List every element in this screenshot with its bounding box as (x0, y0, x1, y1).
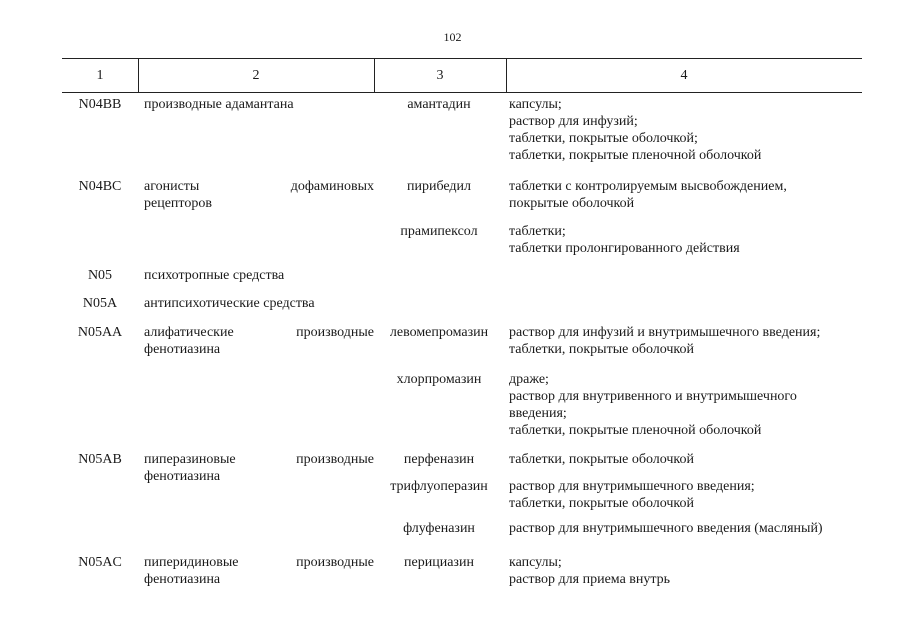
header-col-3: 3 (436, 68, 444, 83)
table-header-bottom-border (62, 92, 862, 93)
dosage-form-line: раствор для инфузий; (509, 114, 638, 129)
atc-code (62, 324, 138, 341)
atc-code-text: N05A (82, 296, 118, 311)
header-col-1: 1 (96, 68, 104, 83)
group-name (144, 324, 374, 358)
group-name-line: фенотиазина (144, 469, 221, 484)
table-row (62, 267, 862, 293)
drug-name-text: левомепромазин (389, 325, 489, 340)
group-name (144, 295, 374, 312)
drug-name-text: перфеназин (403, 452, 475, 467)
group-name-word: агонисты (144, 179, 200, 194)
atc-code-text: N05AB (78, 452, 122, 467)
group-name-line: фенотиазина (144, 342, 221, 357)
table-row (62, 295, 862, 321)
drug-name-text: хлорпромазин (396, 372, 482, 387)
dosage-form-line: таблетки пролонгированного действия (509, 241, 740, 256)
group-name-word: производные (296, 325, 374, 340)
atc-code-text: N05 (87, 268, 113, 283)
drug-name (374, 223, 504, 240)
atc-code (62, 295, 138, 312)
group-name-line: производные адамантана (144, 97, 294, 112)
atc-code (62, 554, 138, 571)
group-name-word: производные (296, 452, 374, 467)
dosage-form-line: таблетки, покрытые пленочной оболочкой (509, 148, 762, 163)
drug-name (374, 324, 504, 341)
atc-code-text: N04BB (78, 97, 122, 112)
table-row (62, 324, 862, 368)
drug-name-text: флуфеназин (403, 521, 475, 536)
drug-name (374, 451, 504, 468)
header-col-4: 4 (680, 68, 688, 83)
dosage-form-line: введения; (509, 406, 567, 421)
group-name-word: производные (296, 555, 374, 570)
dosage-form-line: таблетки, покрытые оболочкой (509, 452, 695, 467)
table-row (62, 223, 862, 263)
atc-code (62, 267, 138, 284)
header-col-2: 2 (252, 68, 260, 83)
dosage-forms (509, 96, 862, 164)
dosage-forms (509, 371, 862, 439)
table-row (62, 520, 862, 552)
drug-name (374, 554, 504, 571)
dosage-forms (509, 178, 862, 212)
dosage-form-line: покрытые оболочкой (509, 196, 635, 211)
atc-code-text: N04BC (78, 179, 122, 194)
dosage-forms (509, 554, 862, 588)
dosage-form-line: таблетки, покрытые пленочной оболочкой (509, 423, 762, 438)
dosage-form-line: раствор для инфузий и внутримышечного введения; (509, 325, 821, 340)
drug-name-text: пирибедил (406, 179, 472, 194)
dosage-form-line: драже; (509, 372, 549, 387)
dosage-form-line: капсулы; (509, 97, 562, 112)
table-row (62, 451, 862, 484)
group-name-word: алифатические (144, 325, 234, 340)
dosage-form-line: таблетки с контролируемым высвобождением, (509, 179, 787, 194)
group-name-line: антипсихотические средства (144, 296, 315, 311)
dosage-form-line: таблетки, покрытые оболочкой; (509, 131, 698, 146)
group-name-word: пиперидиновые (144, 555, 239, 570)
drug-name-text: перициазин (404, 555, 474, 570)
drug-name (374, 96, 504, 113)
dosage-form-line: таблетки, покрытые оболочкой (509, 342, 695, 357)
atc-code (62, 96, 138, 113)
dosage-form-line: таблетки, покрытые оболочкой (509, 496, 695, 511)
group-name-line: фенотиазина (144, 572, 221, 587)
group-name-line (144, 178, 374, 195)
dosage-form-line: таблетки; (509, 224, 566, 239)
dosage-form-line: раствор для внутримышечного введения (масляный) (509, 521, 823, 536)
dosage-form-line: раствор для внутримышечного введения; (509, 479, 755, 494)
group-name (144, 267, 374, 284)
dosage-form-line: раствор для приема внутрь (509, 572, 671, 587)
group-name (144, 96, 374, 113)
atc-code-text: N05AC (78, 555, 122, 570)
group-name-line: психотропные средства (144, 268, 285, 283)
atc-code-text: N05AA (77, 325, 123, 340)
group-name-word: дофаминовых (290, 179, 374, 194)
table-row (62, 554, 862, 594)
atc-code (62, 451, 138, 468)
dosage-forms (509, 223, 862, 257)
dosage-forms (509, 520, 862, 537)
dosage-form-line: раствор для внутривенного и внутримышечного (509, 389, 797, 404)
page-number: 102 (443, 30, 462, 44)
dosage-form-line: капсулы; (509, 555, 562, 570)
drug-name-text: трифлуоперазин (390, 479, 488, 494)
table-row (62, 478, 862, 518)
dosage-forms (509, 324, 862, 358)
table-row (62, 96, 862, 176)
drug-name-text: амантадин (407, 97, 471, 112)
group-name-line (144, 554, 374, 571)
group-name-line (144, 451, 374, 468)
drug-name (374, 478, 504, 495)
drug-name (374, 371, 504, 388)
group-name (144, 554, 374, 588)
dosage-forms (509, 451, 862, 468)
drug-name (374, 520, 504, 537)
group-name-line: рецепторов (144, 196, 212, 211)
group-name-line (144, 324, 374, 341)
table-header (62, 58, 862, 92)
group-name (144, 178, 374, 212)
atc-code (62, 178, 138, 195)
group-name-word: пиперазиновые (144, 452, 236, 467)
drug-name-text: прамипексол (400, 224, 478, 239)
table-row (62, 371, 862, 449)
dosage-forms (509, 478, 862, 512)
drug-name (374, 178, 504, 195)
table-row (62, 178, 862, 222)
